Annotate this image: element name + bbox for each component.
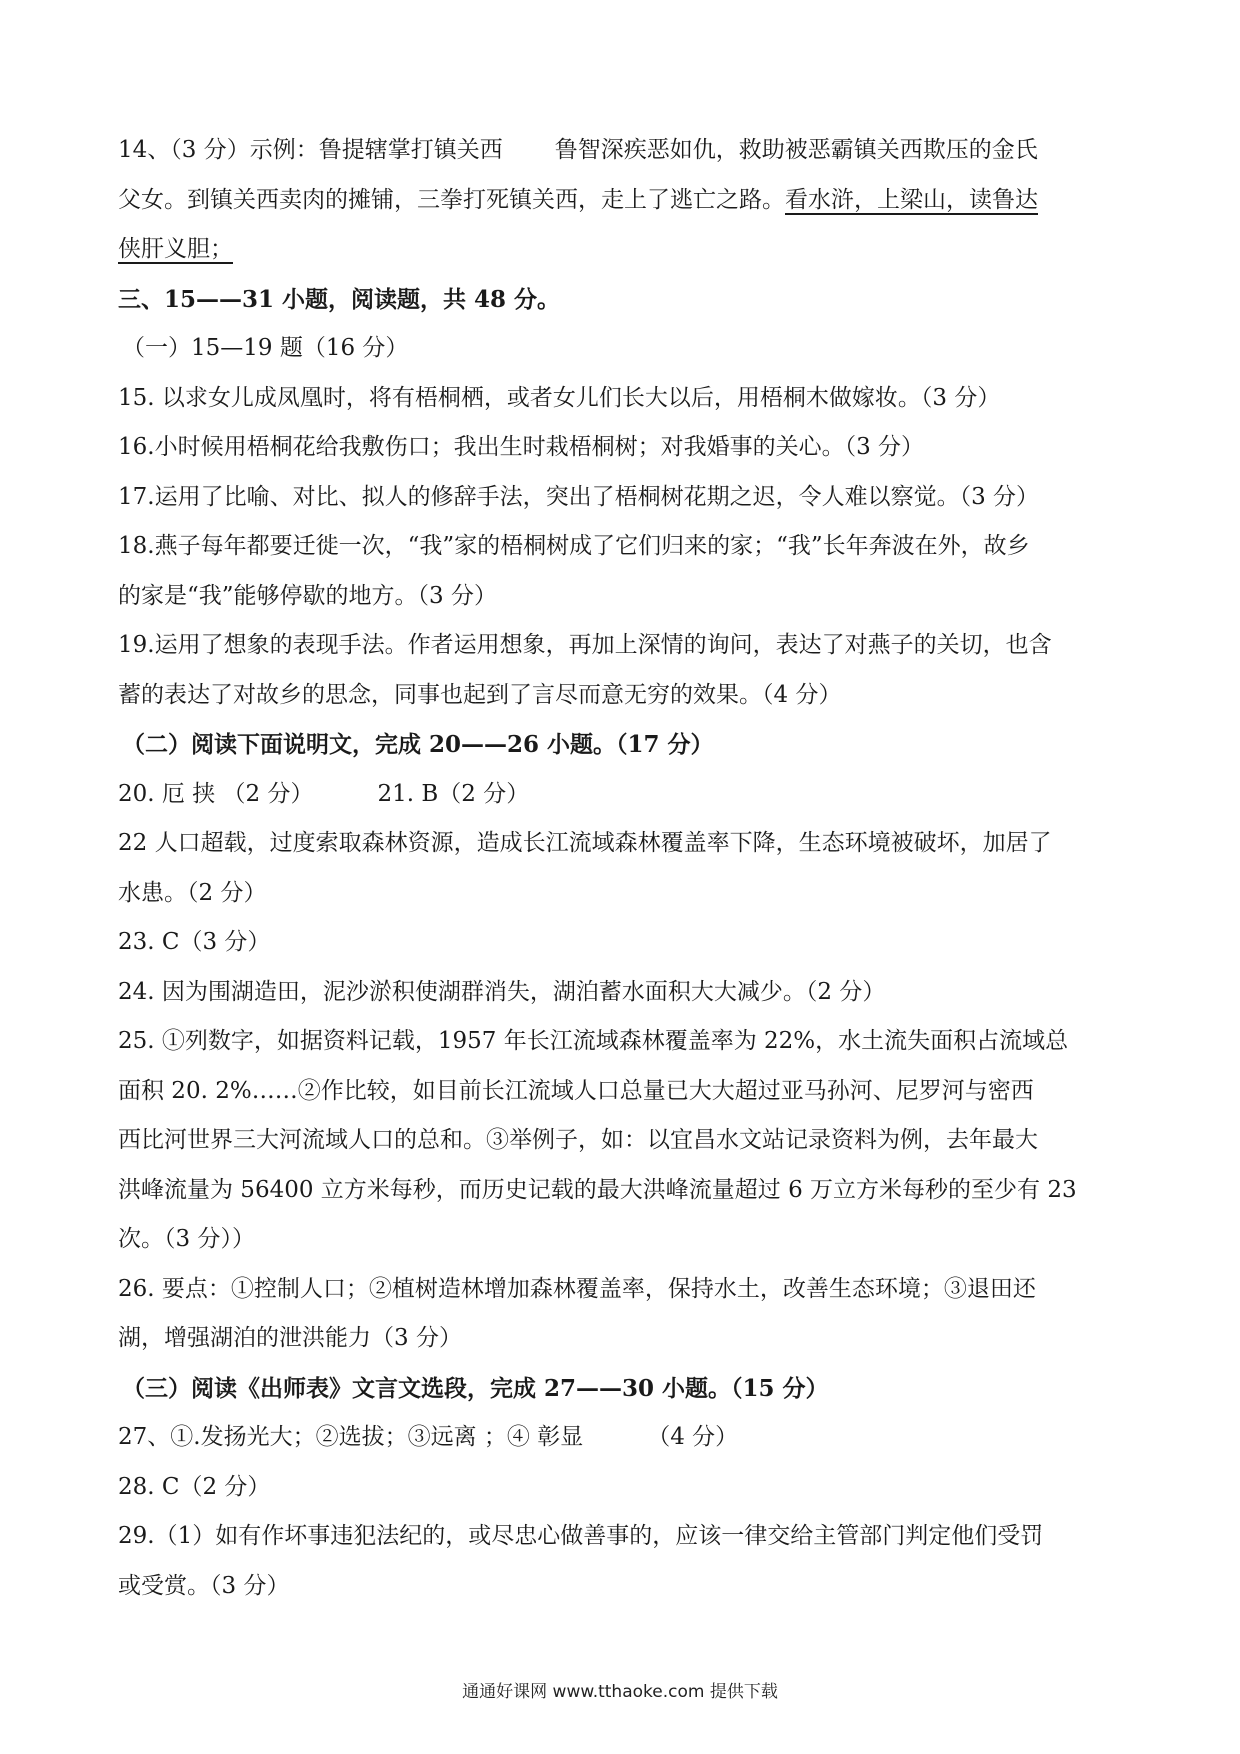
answer-18-line-1: 18.燕子每年都要迁徙一次，“我”家的梧桐树成了它们归来的家；“我”长年奔波在外，故乡 (118, 533, 1030, 559)
answer-24: 24. 因为围湖造田，泥沙淤积使湖群消失，湖泊蓄水面积大大减少。（2 分） (118, 978, 886, 1005)
answer-25-line-1: 25. ①列数字，如据资料记载，1957 年长江流域森林覆盖率为 22%，水土流失面积占流域总 (118, 1028, 1069, 1054)
q14-explanation: 鲁智深疾恶如仇，救助被恶霸镇关西欺压的金氏 (554, 137, 1038, 163)
section-3-heading: 三、15——31 小题，阅读题，共 48 分。 (118, 285, 561, 313)
part-1-heading: （一）15—19 题（16 分） (122, 335, 409, 361)
answer-15: 15. 以求女儿成凤凰时，将有梧桐栖，或者女儿们长大以后，用梧桐木做嫁妆。（3 分） (118, 384, 1001, 411)
answer-content (118, 126, 1123, 1611)
answer-25-line-5: 次。（3 分）） (118, 1226, 255, 1252)
answer-26-line-1: 26. 要点：①控制人口；②植树造林增加森林覆盖率，保持水土，改善生态环境；③退田还 (118, 1275, 1036, 1302)
answer-25-line-3: 西比河世界三大河流域人口的总和。③举例子，如：以宜昌水文站记录资料为例，去年最大 (118, 1127, 1038, 1153)
q14-underlined-phrase: 看水浒，上梁山，读鲁达 (785, 186, 1038, 213)
answer-22-line-2: 水患。（2 分） (118, 879, 267, 906)
q14-explanation-cont: 父女。到镇关西卖肉的摊铺，三拳打死镇关西，走上了逃亡之路。 (118, 186, 785, 213)
part-2-heading: （二）阅读下面说明文，完成 20——26 小题。（17 分） (122, 731, 714, 758)
answer-29-line-2: 或受赏。（3 分） (118, 1572, 290, 1599)
answer-29-line-1: 29.（1）如有作坏事违犯法纪的，或尽忠心做善事的，应该一律交给主管部门判定他们受罚 (118, 1523, 1044, 1549)
page-footer: 通通好课网 www.tthaoke.com 提供下载 (462, 1682, 778, 1702)
answer-22-line-1: 22 人口超载，过度索取森林资源，造成长江流域森林覆盖率下降，生态环境被破坏，加居了 (118, 830, 1052, 856)
answer-25-line-2: 面积 20. 2%……②作比较，如目前长江流域人口总量已大大超过亚马孙河、尼罗河与密西 (118, 1077, 1034, 1104)
answer-17: 17.运用了比喻、对比、拟人的修辞手法，突出了梧桐树花期之迟，令人难以察觉。（3 分） (118, 483, 1040, 510)
q14-line-2 (118, 176, 1123, 226)
q14-line-1 (118, 126, 1123, 176)
answer-19-line-2: 蓄的表达了对故乡的思念，同事也起到了言尽而意无穷的效果。（4 分） (118, 681, 842, 708)
part-3-heading: （三）阅读《出师表》文言文选段，完成 27——30 小题。（15 分） (122, 1374, 829, 1402)
answer-27-text: 27、①.发扬光大；②选拔；③远离 ；④ 彰显 (118, 1424, 584, 1450)
answer-21: 21. B（2 分） (377, 780, 530, 807)
answer-20-21 (118, 770, 1123, 820)
answer-19-line-1: 19.运用了想象的表现手法。作者运用想象，再加上深情的询问，表达了对燕子的关切，也含 (118, 632, 1052, 658)
answer-27 (118, 1413, 1123, 1463)
answer-16: 16.小时候用梧桐花给我敷伤口；我出生时栽梧桐树；对我婚事的关心。（3 分） (118, 434, 925, 460)
answer-25-line-4: 洪峰流量为 56400 立方米每秒，而历史记载的最大洪峰流量超过 6 万立方米每秒的至少有 23 (118, 1176, 1077, 1203)
answer-27-score: （4 分） (647, 1424, 739, 1450)
answer-26-line-2: 湖，增强湖泊的泄洪能力（3 分） (118, 1325, 462, 1351)
answer-20: 20. 厄 挟 （2 分） (118, 780, 314, 807)
answer-23: 23. C（3 分） (118, 929, 271, 955)
answer-18-line-2: 的家是“我”能够停歇的地方。（3 分） (118, 582, 497, 609)
q14-line-3 (118, 225, 1123, 275)
q14-underlined-phrase-cont: 侠肝义胆； (118, 236, 233, 262)
q14-example: 14、（3 分）示例：鲁提辖掌打镇关西 (118, 137, 503, 163)
answer-28: 28. C（2 分） (118, 1473, 271, 1500)
